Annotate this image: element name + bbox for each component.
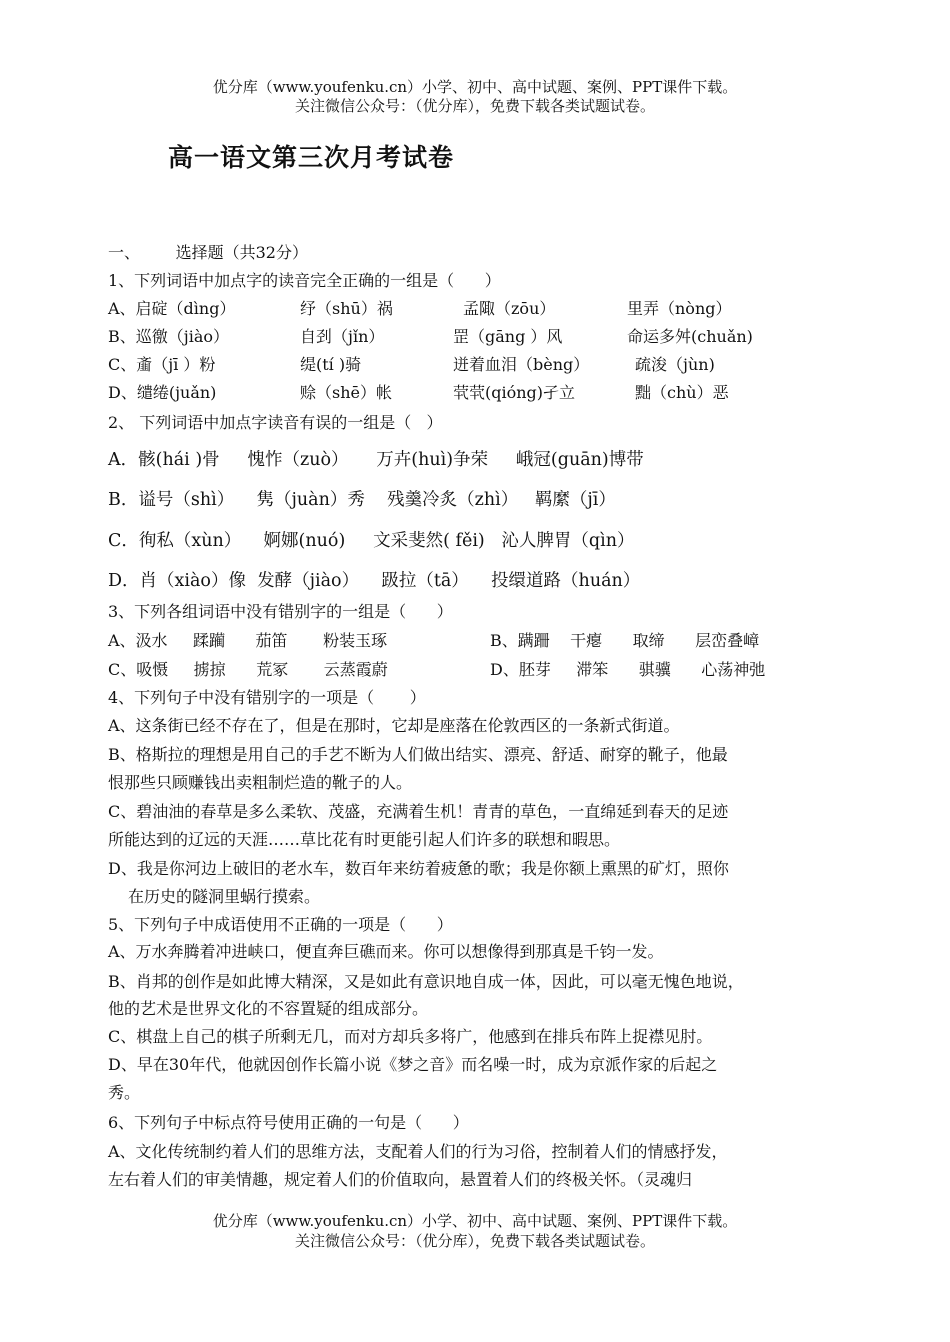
q3-option-d: D、胚芽 滞笨 骐骥 心荡神弛 <box>490 660 766 679</box>
q5-option-a: A、万水奔腾着冲进峡口，便直奔巨礁而来。你可以想像得到那真是千钧一发。 <box>108 942 664 961</box>
q4-option-d-line2: 在历史的隧洞里蜗行摸索。 <box>128 887 321 906</box>
q1-stem: 1、下列词语中加点字的读音完全正确的一组是（ ） <box>108 271 501 290</box>
q5-option-c: C、棋盘上自己的棋子所剩无几，而对方却兵多将广，他感到在排兵布阵上捉襟见肘。 <box>108 1027 713 1046</box>
q3-option-c: C、吸慑 掳掠 荒冢 云蒸霞蔚 <box>108 660 388 679</box>
q1-a-4: 里弄（nòng） <box>627 299 732 318</box>
q5-option-d-line1: D、早在30年代，他就因创作长篇小说《梦之音》而名噪一时，成为京派作家的后起之 <box>108 1055 718 1074</box>
q5-stem: 5、下列句子中成语使用不正确的一项是（ ） <box>108 915 453 934</box>
section-heading: 一、 选择题（共32分） <box>108 243 308 262</box>
q4-option-c-line2: 所能达到的辽远的天涯……草比花有时更能引起人们许多的联想和暇思。 <box>108 830 621 849</box>
q1-b-1: B、巡徼（jiào） <box>108 327 230 346</box>
q1-b-4: 命运多舛(chuǎn) <box>627 327 753 346</box>
q2-option-c: C．徇私（xùn） 婀娜(nuó) 文采斐然( fěi) 沁人脾胃（qìn） <box>108 531 635 551</box>
q1-d-3: 茕茕(qióng)孑立 <box>453 383 576 402</box>
q2-option-a: A．骸(hái )骨 愧怍（zuò） 万卉(huì)争荣 峨冠(guān)博带 <box>108 450 644 470</box>
q1-b-3: 罡（gāng ）风 <box>453 327 563 346</box>
q2-option-b: B．谥号（shì） 隽（juàn）秀 残羹冷炙（zhì） 羁縻（jī） <box>108 490 616 510</box>
q3-option-b: B、蹒跚 干瘪 取缔 层峦叠嶂 <box>490 631 760 650</box>
q3-option-a: A、汲水 蹂躏 茄笛 粉装玉琢 <box>108 631 388 650</box>
q1-d-4: 黜（chù）恶 <box>635 383 729 402</box>
q4-option-c-line1: C、碧油油的春草是多么柔软、茂盛，充满着生机！青青的草色，一直绵延到春天的足迹 <box>108 802 729 821</box>
q2-option-d: D．肖（xiào）像 发酵（jiào） 趿拉（tā） 投缳道路（huán） <box>108 571 641 591</box>
q4-option-a: A、这条街已经不存在了，但是在那时，它却是座落在伦敦西区的一条新式街道。 <box>108 716 680 735</box>
q6-option-a-line2: 左右着人们的审美情趣，规定着人们的价值取向，悬置着人们的终极关怀。（灵魂归 <box>108 1170 693 1189</box>
q4-option-b-line2: 恨那些只顾赚钱出卖粗制烂造的靴子的人。 <box>108 773 413 792</box>
q6-option-a-line1: A、文化传统制约着人们的思维方法，支配着人们的行为习俗，控制着人们的情感抒发， <box>108 1142 728 1161</box>
q5-option-b-line1: B、肖邦的创作是如此博大精深，又是如此有意识地自成一体，因此，可以毫无愧色地说， <box>108 972 744 991</box>
q4-stem: 4、下列句子中没有错别字的一项是（ ） <box>108 688 426 707</box>
footer-line-2: 关注微信公众号：（优分库），免费下载各类试题试卷。 <box>294 1232 655 1250</box>
q6-stem: 6、下列句子中标点符号使用正确的一句是（ ） <box>108 1113 469 1132</box>
header-line-1: 优分库（www.youfenku.cn）小学、初中、高中试题、案例、PPT课件下载。 <box>212 78 738 96</box>
q1-c-1: C、齑（jī ）粉 <box>108 355 216 374</box>
q1-a-1: A、启碇（dìng） <box>108 299 236 318</box>
q1-c-3: 迸着血泪（bèng） <box>453 355 590 374</box>
q5-option-b-line2: 他的艺术是世界文化的不容置疑的组成部分。 <box>108 999 429 1018</box>
q5-option-d-line2: 秀。 <box>108 1083 141 1102</box>
q1-a-2: 纾（shū）祸 <box>300 299 393 318</box>
page-title: 高一语文第三次月考试卷 <box>168 143 455 172</box>
q1-b-2: 自刭（jǐn） <box>300 327 385 346</box>
footer-line-1: 优分库（www.youfenku.cn）小学、初中、高中试题、案例、PPT课件下载。 <box>212 1212 738 1230</box>
q4-option-d-line1: D、我是你河边上破旧的老水车，数百年来纺着疲惫的歌；我是你额上熏黑的矿灯，照你 <box>108 859 729 878</box>
q1-c-2: 缇(tí )骑 <box>300 355 362 374</box>
header-line-2: 关注微信公众号：（优分库），免费下载各类试题试卷。 <box>294 97 655 115</box>
q4-option-b-line1: B、格斯拉的理想是用自己的手艺不断为人们做出结实、漂亮、舒适、耐穿的靴子，他最 <box>108 745 728 764</box>
q1-c-4: 疏浚（jùn) <box>635 355 715 374</box>
q1-a-3: 孟陬（zōu） <box>463 299 556 318</box>
q2-stem: 2、 下列词语中加点字读音有误的一组是（ ） <box>108 413 443 432</box>
q1-d-1: D、缱绻(juǎn) <box>108 383 217 402</box>
q1-d-2: 赊（shē）帐 <box>300 383 392 402</box>
q3-stem: 3、下列各组词语中没有错别字的一组是（ ） <box>108 602 453 621</box>
